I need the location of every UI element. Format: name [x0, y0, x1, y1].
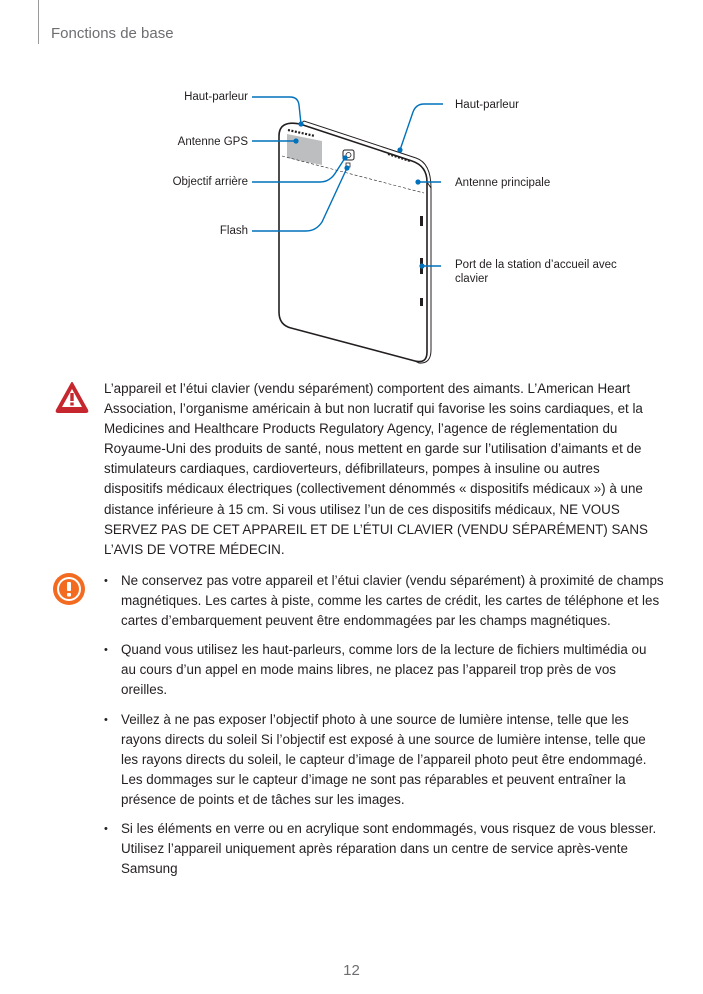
label-main-antenna: Antenne principale	[455, 177, 551, 189]
list-item	[104, 710, 664, 810]
caution-list	[104, 571, 664, 888]
device-diagram	[0, 0, 703, 370]
list-item	[104, 571, 664, 631]
label-dock-port: Port de la station d’accueil avec clavier	[455, 259, 617, 285]
bullet-dot: •	[104, 575, 108, 587]
bullet-dot: •	[104, 823, 108, 836]
list-item-text: Quand vous utilisez les haut-parleurs, comme lors de la lecture de fichiers multimédia ou au cours d’un appel en mode mains libres, ne placez pas l’appareil trop près de vos oreilles.	[121, 642, 647, 698]
section-title: Fonctions de base	[51, 25, 174, 42]
list-item	[104, 819, 664, 879]
caution-circle-icon	[52, 572, 86, 606]
bullet-dot: •	[104, 713, 108, 726]
page-number: 12	[343, 962, 360, 979]
label-speaker-right: Haut-parleur	[455, 99, 519, 111]
label-rear-camera: Objectif arrière	[172, 176, 248, 188]
label-flash: Flash	[219, 225, 248, 237]
tablet-rear-illustration	[279, 121, 431, 363]
list-item	[104, 640, 664, 700]
list-item-text: Si les éléments en verre ou en acrylique sont endommagés, vous risquez de vous blesser. Utilisez l’appareil uniquement après réparation dans un centre de service après-vente Samsung	[121, 821, 657, 877]
label-speaker-left: Haut-parleur	[184, 91, 248, 103]
warning-triangle-icon	[55, 381, 89, 413]
label-gps-antenna: Antenne GPS	[177, 136, 248, 148]
bullet-dot: •	[104, 644, 108, 657]
warning-text: L’appareil et l’étui clavier (vendu séparément) comportent des aimants. L’American Heart Association, l’organisme américain à but non lucratif qui favorise les soins cardiaques, et la Medicines and Healthcare Products Regulatory Agency, l’agence de réglementation du Royaume-Uni des produits de santé, nous mettent en garde sur l’utilisation d’aimants et de stimulateurs cardiaques, cardioverteurs, défibrillateurs, pompes à insuline ou autres dispositifs médicaux électriques (collectivement dénommés « dispositifs médicaux ») à une distance inférieure à 15 cm. Si vous utilisez l’un de ces dispositifs médicaux, NE VOUS SERVEZ PAS DE CET APPAREIL ET DE L’ÉTUI CLAVIER (VENDU SÉPARÉMENT) SANS L’AVIS DE VOTRE MÉDECIN.	[104, 381, 648, 557]
list-item-text: Ne conservez pas votre appareil et l’étui clavier (vendu séparément) à proximité de champs magnétiques. Les cartes à piste, comme les cartes de crédit, les cartes de téléphone et les cartes d’embarquement peuvent être endommagées par les champs magnétiques.	[121, 573, 664, 629]
list-item-text: Veillez à ne pas exposer l’objectif photo à une source de lumière intense, telle que les rayons directs du soleil Si l’objectif est exposé à une source de lumière intense, telle que les rayons directs du soleil, le capteur d’image de l’appareil photo peut être endommagé. Les dommages sur le capteur d’image ne sont pas réparables et peuvent entraîner la présence de points et de tâches sur les images.	[121, 711, 647, 807]
